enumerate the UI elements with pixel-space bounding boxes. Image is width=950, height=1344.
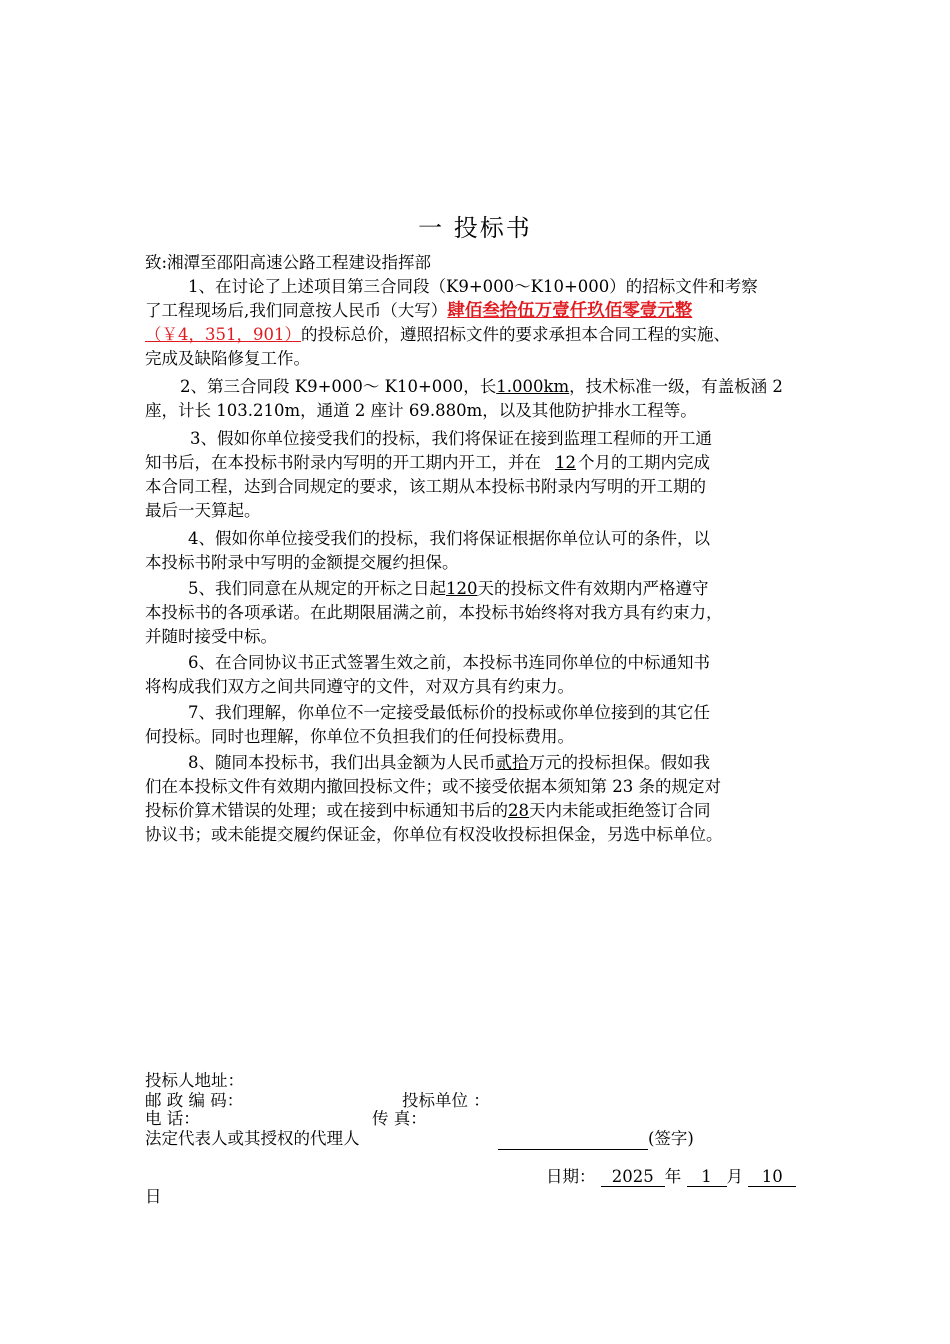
signing-days: 28 xyxy=(508,801,529,820)
p3-line-1: 3、假如你单位接受我们的投标，我们将保证在接到监理工程师的开工通 xyxy=(190,429,712,448)
p5-line-1 xyxy=(188,578,709,600)
p1-line-3-text: 的投标总价，遵照招标文件的要求承担本合同工程的实施、 xyxy=(301,325,730,344)
p8-line-3-text-a: 投标价算术错误的处理；或在接到中标通知书后的 xyxy=(145,801,508,820)
p1-line-1: 1、在讨论了上述项目第三合同段（K9+000～K10+000）的招标文件和考察 xyxy=(188,277,758,296)
signature-line[interactable] xyxy=(498,1131,648,1150)
p2-line-1 xyxy=(180,376,783,398)
p3-line-2 xyxy=(145,452,710,474)
date-row xyxy=(546,1166,796,1188)
p5-line-2: 本投标书的各项承诺。在此期限届满之前，本投标书始终将对我方具有约束力， xyxy=(145,603,723,622)
day-unit: 日 xyxy=(145,1187,162,1206)
p1-line-2-text: 了工程现场后,我们同意按人民币（大写） xyxy=(145,301,448,320)
signature-field[interactable] xyxy=(498,1128,694,1150)
phone-label: 电 话： xyxy=(145,1109,200,1128)
p8-line-1 xyxy=(188,752,710,774)
p6-line-2: 将构成我们双方之间共同遵守的文件，对双方具有约束力。 xyxy=(145,677,574,696)
p3-line-4: 最后一天算起。 xyxy=(145,501,261,520)
signature-note: (签字) xyxy=(648,1129,694,1148)
p1-line-2 xyxy=(145,300,692,322)
bidder-unit-label: 投标单位 ： xyxy=(402,1091,490,1110)
fax-label: 传 真： xyxy=(372,1109,427,1128)
section-length: 1.000km xyxy=(496,377,570,396)
p3-line-2-text-a: 知书后，在本投标书附录内写明的开工期内开工，并在 xyxy=(145,453,541,472)
legal-representative-label: 法定代表人或其授权的代理人 xyxy=(145,1129,360,1148)
bidder-address-label: 投标人地址： xyxy=(145,1071,244,1090)
postcode-label: 邮 政 编 码： xyxy=(145,1091,244,1110)
p8-line-1-text-a: 8、随同本投标书，我们出具金额为人民币 xyxy=(188,753,496,772)
year-unit: 年 xyxy=(664,1167,682,1186)
date-day[interactable]: 10 xyxy=(748,1166,796,1187)
bid-amount-number: （￥4，351，901） xyxy=(145,325,301,344)
validity-days: 120 xyxy=(446,579,478,598)
guarantee-amount: 贰拾 xyxy=(495,753,529,772)
p8-line-2: 们在本投标文件有效期内撤回投标文件；或不接受依据本须知第 23 条的规定对 xyxy=(145,777,721,796)
p1-line-3 xyxy=(145,324,730,346)
p6-line-1: 6、在合同协议书正式签署生效之前，本投标书连同你单位的中标通知书 xyxy=(188,653,710,672)
p1-line-4: 完成及缺陷修复工作。 xyxy=(145,349,310,368)
date-label: 日期： xyxy=(546,1167,596,1186)
date-year[interactable]: 2025 xyxy=(601,1166,665,1187)
date-month[interactable]: 1 xyxy=(687,1166,727,1187)
p8-line-3 xyxy=(145,800,711,822)
p7-line-2: 何投标。同时也理解，你单位不负担我们的任何投标费用。 xyxy=(145,727,574,746)
p5-line-1-text-b: 天的投标文件有效期内严格遵守 xyxy=(477,579,709,598)
p8-line-4: 协议书；或未能提交履约保证金，你单位有权没收投标担保金，另选中标单位。 xyxy=(145,825,723,844)
p4-line-1: 4、假如你单位接受我们的投标，我们将保证根据你单位认可的条件，以 xyxy=(188,529,710,548)
bid-amount-words: 肆佰叁拾伍万壹仟玖佰零壹元整 xyxy=(447,301,693,321)
p2-line-1-text-a: 2、第三合同段 K9+000～ K10+000，长 xyxy=(180,377,497,396)
p7-line-1: 7、我们理解，你单位不一定接受最低标价的投标或你单位接到的其它任 xyxy=(188,703,710,722)
p2-line-1-text-b: ，技术标准一级，有盖板涵 2 xyxy=(569,377,783,396)
p8-line-3-text-b: 天内未能或拒绝签订合同 xyxy=(529,801,711,820)
p3-line-3: 本合同工程，达到合同规定的要求，该工期从本投标书附录内写明的开工期的 xyxy=(145,477,706,496)
p4-line-2: 本投标书附录中写明的金额提交履约担保。 xyxy=(145,553,459,572)
addressee: 致:湘潭至邵阳高速公路工程建设指挥部 xyxy=(145,253,432,272)
p5-line-3: 并随时接受中标。 xyxy=(145,627,277,646)
p5-line-1-text-a: 5、我们同意在从规定的开标之日起 xyxy=(188,579,446,598)
p3-line-2-text-b: 个月的工期内完成 xyxy=(578,453,710,472)
month-unit: 月 xyxy=(726,1167,743,1186)
p2-line-2: 座，计长 103.210m，通道 2 座计 69.880m，以及其他防护排水工程等。 xyxy=(145,401,697,420)
construction-months: 12 xyxy=(555,453,576,472)
document-title: 一 投标书 xyxy=(418,214,532,242)
p8-line-1-text-b: 万元的投标担保。假如我 xyxy=(528,753,710,772)
